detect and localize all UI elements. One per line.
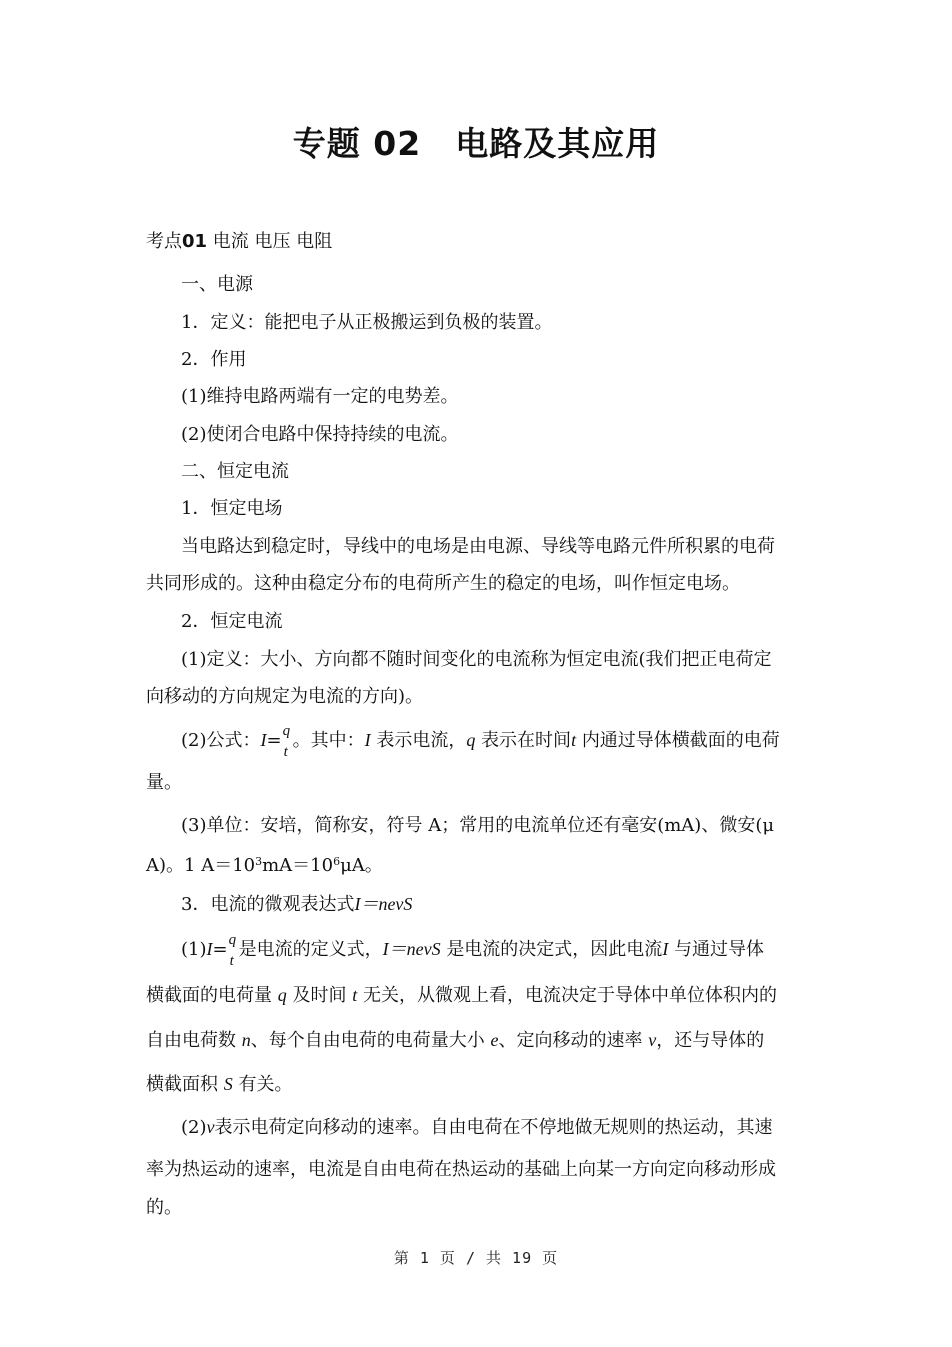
paragraph-line (146, 983, 811, 1008)
text: μA。 (340, 855, 383, 876)
text: 无关，从微观上看，电流决定于导体中单位体积内的 (362, 985, 777, 1006)
math-var: q (466, 730, 476, 750)
paragraph-line: 的。 (146, 1197, 182, 1218)
paragraph-line: 量。 (146, 772, 182, 793)
math-var: S (223, 1074, 233, 1094)
constant-field-heading (181, 497, 846, 521)
math-var: I (364, 730, 371, 750)
item-label: 定义： (210, 312, 265, 333)
superscript: 6 (333, 855, 341, 868)
math-var: t (571, 730, 577, 750)
text: 有关。 (238, 1074, 293, 1095)
constant-current-heading (181, 610, 846, 634)
paragraph-line: (3)单位：安培，简称安，符号 A；常用的电流单位还有毫安(mA)、微安(μ (181, 815, 775, 836)
text: (2)公式： (181, 730, 261, 751)
text: 是电流的决定式，因此电流 (446, 939, 663, 960)
math-var: t (352, 985, 358, 1005)
unit-conversion-line (146, 850, 811, 878)
fraction-denominator: t (229, 953, 234, 969)
item-number: 3． (181, 894, 211, 915)
paragraph-line: 率为热运动的速率，电流是自由电荷在热运动的基础上向某一方向定向移动形成 (146, 1159, 776, 1180)
section-prefix: 考点 (146, 231, 182, 252)
paragraph-line (181, 1115, 846, 1140)
math-formula: I＝nevS (382, 939, 441, 959)
fraction-numerator: q (282, 723, 291, 739)
text: 横截面积 (146, 1074, 218, 1095)
math-formula: I＝nevS (354, 894, 413, 914)
role-heading (181, 348, 846, 372)
text: 。其中： (292, 730, 365, 751)
formula-line (181, 723, 846, 760)
item-number: 2． (181, 611, 211, 632)
item-label: 作用 (210, 349, 247, 370)
item-label: 恒定电流 (210, 611, 283, 632)
math-var: I (662, 939, 669, 959)
text: A)。1 A＝10 (146, 855, 256, 876)
text: 表示电荷定向移动的速率。自由电荷在不停地做无规则的热运动，其速 (214, 1117, 773, 1138)
definition-line (181, 311, 846, 335)
fraction-denominator: t (283, 744, 288, 760)
item-number: 2． (181, 349, 211, 370)
text: (1) (181, 939, 207, 960)
item-label: 电流的微观表达式 (210, 894, 355, 915)
paragraph-line: 向移动的方向规定为电流的方向)。 (146, 686, 424, 707)
title-topic-number: 专题 02 (292, 124, 422, 163)
math-var: e (490, 1030, 499, 1050)
text: 自由电荷数 (146, 1030, 236, 1051)
section-number: 01 (182, 231, 208, 252)
text: 表示在时间 (481, 730, 572, 751)
paragraph-line (146, 1072, 811, 1097)
math-var: v (206, 1117, 215, 1137)
math-var: q (277, 985, 287, 1005)
math-var: I (260, 730, 267, 750)
item-number: 1． (181, 312, 211, 333)
text: 内通过导体横截面的电荷 (581, 730, 780, 751)
math-var: n (241, 1030, 251, 1050)
text: ，还与导体的 (656, 1030, 765, 1051)
page-title (0, 118, 952, 165)
fraction (228, 932, 239, 969)
paragraph-line: (1)定义：大小、方向都不随时间变化的电流称为恒定电流(我们把正电荷定 (181, 649, 772, 670)
micro-expression-heading (181, 892, 846, 917)
item-text: 能把电子从正极搬运到负极的装置。 (264, 312, 553, 333)
section-text: 电流 电压 电阻 (212, 231, 333, 252)
superscript: 3 (255, 855, 263, 868)
text: 横截面的电荷量 (146, 985, 272, 1006)
text: 表示电流， (376, 730, 467, 751)
math-var: I (206, 939, 213, 959)
text: 及时间 (292, 985, 347, 1006)
title-topic-name: 电路及其应用 (455, 124, 660, 163)
text: = (212, 939, 228, 960)
item-number: 1． (181, 498, 211, 519)
paragraph-line: 当电路达到稳定时，导线中的电场是由电源、导线等电路元件所积累的电荷 (181, 536, 775, 557)
text: 、每个自由电荷的电荷量大小 (250, 1030, 485, 1051)
fraction (282, 723, 293, 760)
text: (2) (181, 1117, 207, 1138)
formula-line (181, 932, 846, 969)
section-heading (146, 230, 811, 254)
fraction-numerator: q (228, 932, 237, 948)
text: = (266, 730, 282, 751)
text: 是电流的定义式， (238, 939, 383, 960)
paragraph-line: 共同形成的。这种由稳定分布的电荷所产生的稳定的电场，叫作恒定电场。 (146, 573, 740, 594)
text: 、定向移动的速率 (498, 1030, 643, 1051)
heading-power-source: 一、电源 (181, 274, 253, 295)
item-label: 恒定电场 (210, 498, 283, 519)
text: mA＝10 (262, 855, 334, 876)
math-var: v (648, 1030, 657, 1050)
paragraph-line (146, 1028, 811, 1053)
role-item-2: (2)使闭合电路中保持持续的电流。 (181, 424, 459, 445)
page-number-footer: 第 1 页 / 共 19 页 (393, 1249, 559, 1267)
heading-constant-current: 二、恒定电流 (181, 461, 289, 482)
text: 与通过导体 (674, 939, 765, 960)
role-item-1: (1)维持电路两端有一定的电势差。 (181, 386, 459, 407)
